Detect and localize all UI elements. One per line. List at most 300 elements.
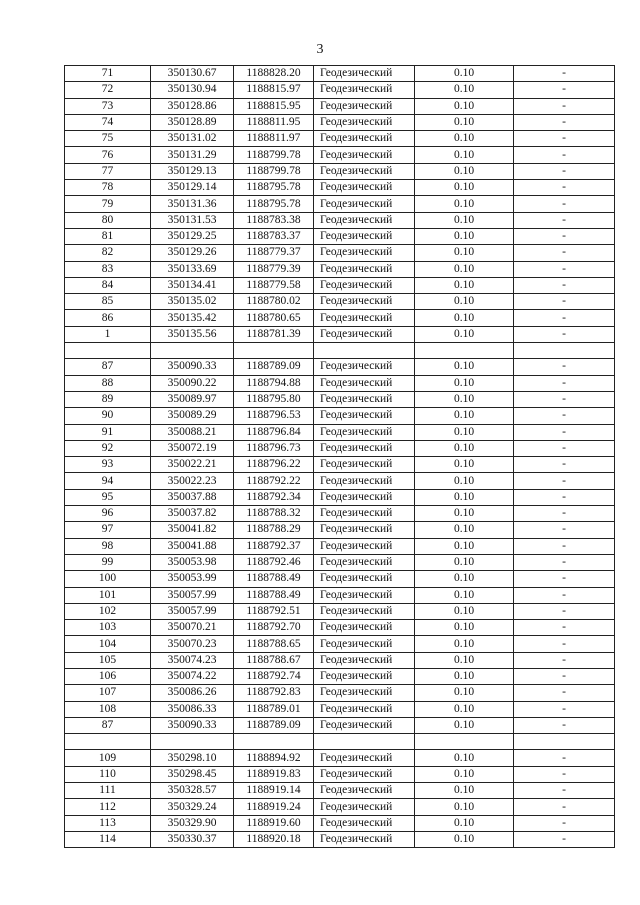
accuracy-cell: 0.10: [415, 652, 514, 668]
description-cell: -: [514, 489, 615, 505]
point-number-cell: 110: [65, 766, 151, 782]
description-cell: -: [514, 815, 615, 831]
x-coordinate-cell: 350133.69: [151, 261, 234, 277]
y-coordinate-cell: 1188792.37: [234, 538, 314, 554]
accuracy-cell: 0.10: [415, 228, 514, 244]
table-row: [65, 359, 615, 375]
x-coordinate-cell: 350053.99: [151, 571, 234, 587]
y-coordinate-cell: 1188815.95: [234, 98, 314, 114]
accuracy-cell: [415, 343, 514, 359]
accuracy-cell: 0.10: [415, 554, 514, 570]
description-cell: [514, 343, 615, 359]
x-coordinate-cell: 350135.56: [151, 326, 234, 342]
method-cell: Геодезический: [314, 228, 415, 244]
point-number-cell: 102: [65, 603, 151, 619]
point-number-cell: [65, 343, 151, 359]
x-coordinate-cell: 350037.82: [151, 506, 234, 522]
accuracy-cell: 0.10: [415, 294, 514, 310]
method-cell: Геодезический: [314, 82, 415, 98]
point-number-cell: 75: [65, 131, 151, 147]
method-cell: Геодезический: [314, 587, 415, 603]
point-number-cell: 71: [65, 66, 151, 82]
x-coordinate-cell: 350298.45: [151, 766, 234, 782]
table-row: [65, 228, 615, 244]
description-cell: -: [514, 98, 615, 114]
x-coordinate-cell: 350022.23: [151, 473, 234, 489]
method-cell: Геодезический: [314, 180, 415, 196]
accuracy-cell: 0.10: [415, 815, 514, 831]
point-number-cell: 72: [65, 82, 151, 98]
y-coordinate-cell: 1188828.20: [234, 66, 314, 82]
description-cell: -: [514, 571, 615, 587]
table-row: [65, 375, 615, 391]
x-coordinate-cell: 350090.33: [151, 717, 234, 733]
table-row: [65, 734, 615, 750]
accuracy-cell: 0.10: [415, 326, 514, 342]
method-cell: Геодезический: [314, 391, 415, 407]
x-coordinate-cell: 350022.21: [151, 457, 234, 473]
point-number-cell: 81: [65, 228, 151, 244]
y-coordinate-cell: 1188783.38: [234, 212, 314, 228]
point-number-cell: 101: [65, 587, 151, 603]
table-row: [65, 538, 615, 554]
description-cell: -: [514, 180, 615, 196]
table-row: [65, 163, 615, 179]
x-coordinate-cell: 350134.41: [151, 277, 234, 293]
y-coordinate-cell: 1188789.09: [234, 717, 314, 733]
method-cell: Геодезический: [314, 261, 415, 277]
point-number-cell: 93: [65, 457, 151, 473]
description-cell: -: [514, 375, 615, 391]
method-cell: Геодезический: [314, 163, 415, 179]
x-coordinate-cell: 350070.21: [151, 620, 234, 636]
method-cell: Геодезический: [314, 831, 415, 847]
description-cell: -: [514, 424, 615, 440]
description-cell: -: [514, 147, 615, 163]
description-cell: -: [514, 277, 615, 293]
description-cell: -: [514, 163, 615, 179]
x-coordinate-cell: 350131.53: [151, 212, 234, 228]
method-cell: Геодезический: [314, 717, 415, 733]
point-number-cell: 74: [65, 114, 151, 130]
point-number-cell: 109: [65, 750, 151, 766]
method-cell: Геодезический: [314, 473, 415, 489]
description-cell: -: [514, 652, 615, 668]
accuracy-cell: 0.10: [415, 440, 514, 456]
x-coordinate-cell: 350072.19: [151, 440, 234, 456]
method-cell: Геодезический: [314, 457, 415, 473]
method-cell: Геодезический: [314, 114, 415, 130]
description-cell: -: [514, 799, 615, 815]
method-cell: Геодезический: [314, 603, 415, 619]
description-cell: -: [514, 66, 615, 82]
description-cell: -: [514, 554, 615, 570]
method-cell: Геодезический: [314, 652, 415, 668]
accuracy-cell: 0.10: [415, 750, 514, 766]
x-coordinate-cell: [151, 734, 234, 750]
table-row: [65, 408, 615, 424]
y-coordinate-cell: 1188796.73: [234, 440, 314, 456]
point-number-cell: 100: [65, 571, 151, 587]
description-cell: -: [514, 603, 615, 619]
method-cell: [314, 343, 415, 359]
accuracy-cell: 0.10: [415, 620, 514, 636]
method-cell: Геодезический: [314, 440, 415, 456]
accuracy-cell: 0.10: [415, 685, 514, 701]
method-cell: Геодезический: [314, 310, 415, 326]
y-coordinate-cell: 1188920.18: [234, 831, 314, 847]
method-cell: Геодезический: [314, 783, 415, 799]
point-number-cell: 112: [65, 799, 151, 815]
table-row: [65, 701, 615, 717]
point-number-cell: 98: [65, 538, 151, 554]
description-cell: -: [514, 717, 615, 733]
table-row: [65, 587, 615, 603]
method-cell: Геодезический: [314, 506, 415, 522]
method-cell: Геодезический: [314, 424, 415, 440]
accuracy-cell: 0.10: [415, 359, 514, 375]
description-cell: -: [514, 196, 615, 212]
y-coordinate-cell: 1188815.97: [234, 82, 314, 98]
y-coordinate-cell: 1188919.83: [234, 766, 314, 782]
x-coordinate-cell: 350041.82: [151, 522, 234, 538]
method-cell: Геодезический: [314, 815, 415, 831]
table-row: [65, 261, 615, 277]
table-row: [65, 277, 615, 293]
method-cell: Геодезический: [314, 701, 415, 717]
table-row: [65, 326, 615, 342]
table-row: [65, 668, 615, 684]
method-cell: Геодезический: [314, 375, 415, 391]
y-coordinate-cell: 1188799.78: [234, 147, 314, 163]
y-coordinate-cell: 1188792.46: [234, 554, 314, 570]
x-coordinate-cell: 350135.42: [151, 310, 234, 326]
point-number-cell: 73: [65, 98, 151, 114]
accuracy-cell: 0.10: [415, 701, 514, 717]
y-coordinate-cell: 1188792.74: [234, 668, 314, 684]
point-number-cell: 80: [65, 212, 151, 228]
x-coordinate-cell: 350330.37: [151, 831, 234, 847]
accuracy-cell: [415, 734, 514, 750]
table-row: [65, 506, 615, 522]
point-number-cell: 89: [65, 391, 151, 407]
x-coordinate-cell: 350089.29: [151, 408, 234, 424]
accuracy-cell: 0.10: [415, 212, 514, 228]
accuracy-cell: 0.10: [415, 489, 514, 505]
x-coordinate-cell: 350037.88: [151, 489, 234, 505]
point-number-cell: 108: [65, 701, 151, 717]
point-number-cell: [65, 734, 151, 750]
y-coordinate-cell: [234, 734, 314, 750]
description-cell: -: [514, 440, 615, 456]
accuracy-cell: 0.10: [415, 163, 514, 179]
x-coordinate-cell: 350128.86: [151, 98, 234, 114]
description-cell: -: [514, 685, 615, 701]
accuracy-cell: 0.10: [415, 473, 514, 489]
x-coordinate-cell: 350328.57: [151, 783, 234, 799]
y-coordinate-cell: 1188795.80: [234, 391, 314, 407]
method-cell: Геодезический: [314, 98, 415, 114]
description-cell: -: [514, 131, 615, 147]
table-row: [65, 196, 615, 212]
method-cell: Геодезический: [314, 750, 415, 766]
point-number-cell: 87: [65, 717, 151, 733]
x-coordinate-cell: 350129.25: [151, 228, 234, 244]
x-coordinate-cell: [151, 343, 234, 359]
method-cell: Геодезический: [314, 277, 415, 293]
table-row: [65, 636, 615, 652]
description-cell: -: [514, 831, 615, 847]
accuracy-cell: 0.10: [415, 522, 514, 538]
point-number-cell: 87: [65, 359, 151, 375]
description-cell: -: [514, 359, 615, 375]
y-coordinate-cell: 1188794.88: [234, 375, 314, 391]
table-row: [65, 66, 615, 82]
point-number-cell: 86: [65, 310, 151, 326]
method-cell: Геодезический: [314, 636, 415, 652]
table-row: [65, 98, 615, 114]
x-coordinate-cell: 350090.33: [151, 359, 234, 375]
x-coordinate-cell: 350057.99: [151, 587, 234, 603]
y-coordinate-cell: [234, 343, 314, 359]
point-number-cell: 103: [65, 620, 151, 636]
point-number-cell: 1: [65, 326, 151, 342]
method-cell: Геодезический: [314, 66, 415, 82]
y-coordinate-cell: 1188781.39: [234, 326, 314, 342]
method-cell: Геодезический: [314, 196, 415, 212]
description-cell: -: [514, 522, 615, 538]
description-cell: -: [514, 636, 615, 652]
y-coordinate-cell: 1188795.78: [234, 180, 314, 196]
x-coordinate-cell: 350128.89: [151, 114, 234, 130]
x-coordinate-cell: 350329.24: [151, 799, 234, 815]
x-coordinate-cell: 350074.22: [151, 668, 234, 684]
accuracy-cell: 0.10: [415, 831, 514, 847]
y-coordinate-cell: 1188919.24: [234, 799, 314, 815]
y-coordinate-cell: 1188789.09: [234, 359, 314, 375]
y-coordinate-cell: 1188919.60: [234, 815, 314, 831]
x-coordinate-cell: 350088.21: [151, 424, 234, 440]
description-cell: -: [514, 538, 615, 554]
table-row: [65, 391, 615, 407]
y-coordinate-cell: 1188792.34: [234, 489, 314, 505]
point-number-cell: 114: [65, 831, 151, 847]
point-number-cell: 90: [65, 408, 151, 424]
x-coordinate-cell: 350131.29: [151, 147, 234, 163]
accuracy-cell: 0.10: [415, 571, 514, 587]
y-coordinate-cell: 1188796.53: [234, 408, 314, 424]
x-coordinate-cell: 350298.10: [151, 750, 234, 766]
accuracy-cell: 0.10: [415, 424, 514, 440]
x-coordinate-cell: 350086.33: [151, 701, 234, 717]
point-number-cell: 84: [65, 277, 151, 293]
coordinates-table: [64, 65, 615, 848]
accuracy-cell: 0.10: [415, 277, 514, 293]
accuracy-cell: 0.10: [415, 66, 514, 82]
description-cell: -: [514, 391, 615, 407]
table-row: [65, 147, 615, 163]
table-row: [65, 131, 615, 147]
accuracy-cell: 0.10: [415, 180, 514, 196]
description-cell: -: [514, 245, 615, 261]
point-number-cell: 76: [65, 147, 151, 163]
y-coordinate-cell: 1188796.84: [234, 424, 314, 440]
point-number-cell: 107: [65, 685, 151, 701]
method-cell: Геодезический: [314, 620, 415, 636]
x-coordinate-cell: 350057.99: [151, 603, 234, 619]
y-coordinate-cell: 1188788.49: [234, 587, 314, 603]
table-row: [65, 685, 615, 701]
y-coordinate-cell: 1188780.02: [234, 294, 314, 310]
table-row: [65, 717, 615, 733]
table-row: [65, 603, 615, 619]
point-number-cell: 111: [65, 783, 151, 799]
description-cell: -: [514, 620, 615, 636]
accuracy-cell: 0.10: [415, 391, 514, 407]
method-cell: Геодезический: [314, 685, 415, 701]
point-number-cell: 105: [65, 652, 151, 668]
coordinates-table-body: [65, 66, 615, 848]
y-coordinate-cell: 1188779.37: [234, 245, 314, 261]
x-coordinate-cell: 350135.02: [151, 294, 234, 310]
table-row: [65, 457, 615, 473]
description-cell: -: [514, 473, 615, 489]
description-cell: -: [514, 326, 615, 342]
accuracy-cell: 0.10: [415, 506, 514, 522]
y-coordinate-cell: 1188788.49: [234, 571, 314, 587]
point-number-cell: 91: [65, 424, 151, 440]
accuracy-cell: 0.10: [415, 799, 514, 815]
y-coordinate-cell: 1188894.92: [234, 750, 314, 766]
method-cell: Геодезический: [314, 326, 415, 342]
y-coordinate-cell: 1188811.95: [234, 114, 314, 130]
accuracy-cell: 0.10: [415, 538, 514, 554]
table-row: [65, 473, 615, 489]
table-row: [65, 114, 615, 130]
x-coordinate-cell: 350129.26: [151, 245, 234, 261]
description-cell: -: [514, 82, 615, 98]
accuracy-cell: 0.10: [415, 636, 514, 652]
y-coordinate-cell: 1188799.78: [234, 163, 314, 179]
table-row: [65, 212, 615, 228]
point-number-cell: 82: [65, 245, 151, 261]
table-row: [65, 180, 615, 196]
description-cell: -: [514, 228, 615, 244]
accuracy-cell: 0.10: [415, 114, 514, 130]
table-row: [65, 815, 615, 831]
method-cell: Геодезический: [314, 766, 415, 782]
accuracy-cell: 0.10: [415, 310, 514, 326]
description-cell: -: [514, 261, 615, 277]
description-cell: -: [514, 766, 615, 782]
accuracy-cell: 0.10: [415, 717, 514, 733]
description-cell: -: [514, 408, 615, 424]
x-coordinate-cell: 350130.94: [151, 82, 234, 98]
description-cell: -: [514, 114, 615, 130]
accuracy-cell: 0.10: [415, 603, 514, 619]
method-cell: Геодезический: [314, 245, 415, 261]
y-coordinate-cell: 1188792.22: [234, 473, 314, 489]
description-cell: [514, 734, 615, 750]
method-cell: Геодезический: [314, 668, 415, 684]
x-coordinate-cell: 350131.02: [151, 131, 234, 147]
table-row: [65, 522, 615, 538]
y-coordinate-cell: 1188811.97: [234, 131, 314, 147]
table-row: [65, 82, 615, 98]
accuracy-cell: 0.10: [415, 245, 514, 261]
y-coordinate-cell: 1188795.78: [234, 196, 314, 212]
x-coordinate-cell: 350130.67: [151, 66, 234, 82]
y-coordinate-cell: 1188792.51: [234, 603, 314, 619]
method-cell: Геодезический: [314, 538, 415, 554]
description-cell: -: [514, 587, 615, 603]
table-row: [65, 783, 615, 799]
method-cell: Геодезический: [314, 359, 415, 375]
y-coordinate-cell: 1188779.58: [234, 277, 314, 293]
table-row: [65, 424, 615, 440]
x-coordinate-cell: 350074.23: [151, 652, 234, 668]
table-row: [65, 489, 615, 505]
method-cell: Геодезический: [314, 212, 415, 228]
point-number-cell: 95: [65, 489, 151, 505]
y-coordinate-cell: 1188779.39: [234, 261, 314, 277]
point-number-cell: 97: [65, 522, 151, 538]
x-coordinate-cell: 350086.26: [151, 685, 234, 701]
accuracy-cell: 0.10: [415, 261, 514, 277]
accuracy-cell: 0.10: [415, 82, 514, 98]
x-coordinate-cell: 350129.14: [151, 180, 234, 196]
method-cell: Геодезический: [314, 294, 415, 310]
accuracy-cell: 0.10: [415, 783, 514, 799]
y-coordinate-cell: 1188792.70: [234, 620, 314, 636]
x-coordinate-cell: 350041.88: [151, 538, 234, 554]
table-row: [65, 245, 615, 261]
y-coordinate-cell: 1188780.65: [234, 310, 314, 326]
accuracy-cell: 0.10: [415, 408, 514, 424]
point-number-cell: 94: [65, 473, 151, 489]
table-row: [65, 620, 615, 636]
point-number-cell: 113: [65, 815, 151, 831]
y-coordinate-cell: 1188789.01: [234, 701, 314, 717]
accuracy-cell: 0.10: [415, 196, 514, 212]
point-number-cell: 85: [65, 294, 151, 310]
x-coordinate-cell: 350129.13: [151, 163, 234, 179]
point-number-cell: 92: [65, 440, 151, 456]
description-cell: -: [514, 212, 615, 228]
method-cell: Геодезический: [314, 147, 415, 163]
table-row: [65, 310, 615, 326]
table-row: [65, 652, 615, 668]
point-number-cell: 79: [65, 196, 151, 212]
description-cell: -: [514, 294, 615, 310]
description-cell: -: [514, 668, 615, 684]
table-row: [65, 750, 615, 766]
x-coordinate-cell: 350090.22: [151, 375, 234, 391]
table-row: [65, 831, 615, 847]
accuracy-cell: 0.10: [415, 766, 514, 782]
y-coordinate-cell: 1188788.67: [234, 652, 314, 668]
method-cell: [314, 734, 415, 750]
x-coordinate-cell: 350329.90: [151, 815, 234, 831]
table-row: [65, 343, 615, 359]
point-number-cell: 99: [65, 554, 151, 570]
description-cell: -: [514, 506, 615, 522]
y-coordinate-cell: 1188919.14: [234, 783, 314, 799]
table-row: [65, 294, 615, 310]
accuracy-cell: 0.10: [415, 98, 514, 114]
accuracy-cell: 0.10: [415, 587, 514, 603]
y-coordinate-cell: 1188788.32: [234, 506, 314, 522]
